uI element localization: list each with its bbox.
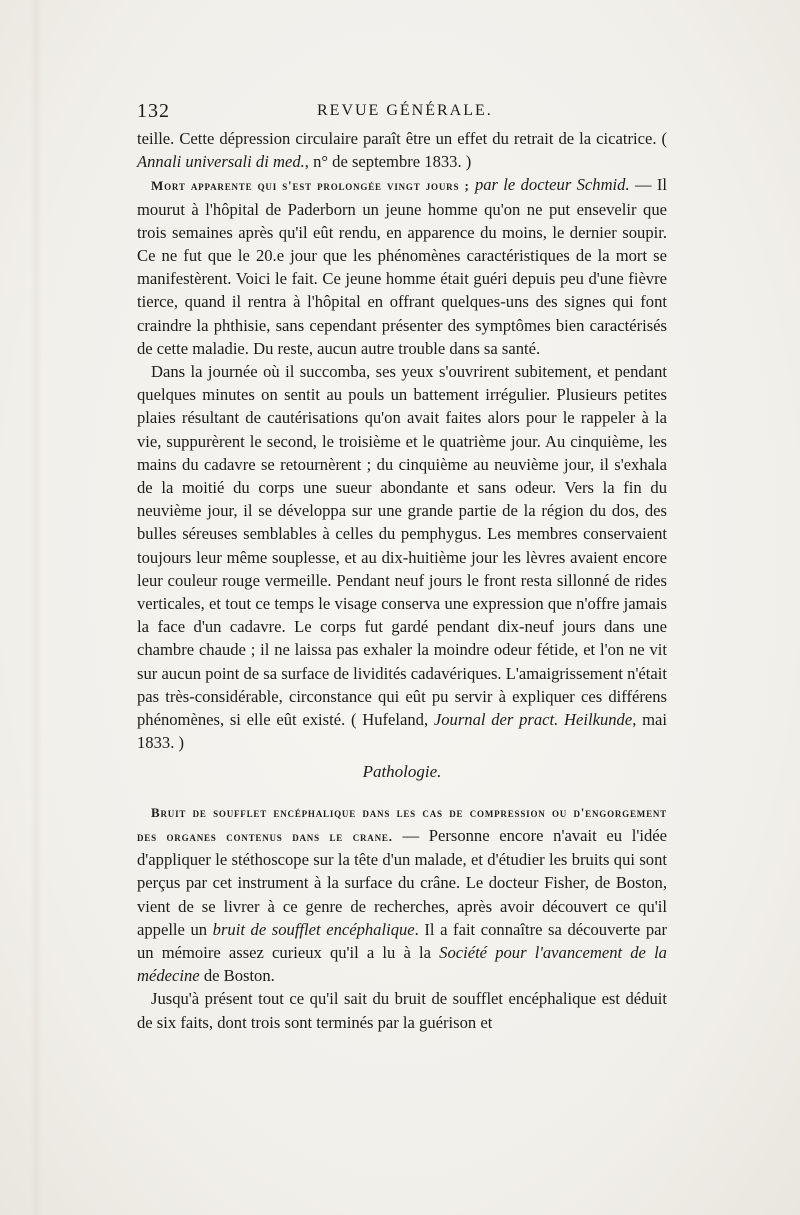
running-head: [137, 100, 667, 124]
paragraph-4: Bruit de soufflet encéphalique dans les cas de compression ou d'engorgement des organes contenus dans le crane. — Personne encore n'avait eu l'idée d'appliquer le stéthoscope sur la tête d'un malade, et d'étudier les bruits qui sont perçus par cet instrument à la surface du crâne. Le docteur Fisher, de Boston, vient de se livrer à ce genre de recherches, après avoir découvert ce qu'il appelle un bruit de soufflet encéphalique. Il a fait connaître sa découverte par un mémoire assez curieux qu'il a lu à la Société pour l'avancement de la médecine de Boston.: [137, 804, 668, 986]
article-author: par le docteur Schmid.: [474, 175, 630, 195]
source-citation: Annali universali di med.: [137, 152, 305, 172]
paragraph-1: teille. Cette dépression circulaire paraît être un effet du retrait de la cicatrice. ( Annali universali di med., n° de septembre 1833. ): [137, 129, 667, 172]
term: bruit de soufflet encéphalique: [212, 919, 415, 939]
source-citation: Journal der pract. Heilkunde: [433, 710, 633, 730]
section-heading: Pathologie.: [362, 762, 442, 782]
society-name: Société pour l'avancement de la médecine: [137, 942, 667, 986]
article-title: Mort apparente qui s'est prolongée vingt jours ;: [151, 178, 470, 194]
page-number: 132: [137, 100, 170, 122]
paragraph-2: Mort apparente qui s'est prolongée vingt jours ; par le docteur Schmid. — Il mourut à l'hôpital de Paderborn un jeune homme qu'on ne put ensevelir que trois semaines après qu'il eût rendu, en apparence du moins, le dernier soupir. Ce ne fut que le 20.e jour que les phénomènes caractéristiques de la mort se manifestèrent. Voici le fait. Ce jeune homme était guéri depuis peu d'une fièvre tierce, quand il rentra à l'hôpital en offrant quelques-uns des signes qui font craindre la phthisie, sans cependant présenter des symptômes bien caractérisés de cette maladie. Du reste, aucun autre trouble dans sa santé.: [137, 175, 667, 358]
running-title: REVUE GÉNÉRALE.: [317, 102, 493, 119]
paragraph-3: Dans la journée où il succomba, ses yeux s'ouvrirent subitement, et pendant quelques minutes on sentit au pouls un battement irrégulier. Plusieurs petites plaies résultant de cautérisations qu'on avait faites alors pour le rappeler à la vie, suppurèrent le second, le troisième et le quatrième jour. Au cinquième, les mains du cadavre se retournèrent ; du cinquième au neuvième jour, il s'exhala de la moitié du corps une sueur abondante et sans odeur. Vers la fin du neuvième jour, il se développa sur une grande partie de la région du dos, des bulles séreuses semblables à celles du pemphygus. Les membres conservaient toujours leur même souplesse, et au dix-huitième jour les lèvres avaient encore leur couleur rouge vermeille. Pendant neuf jours le front resta sillonné de rides verticales, et tout ce temps le visage conserva une expression que n'offre jamais la face d'un cadavre. Le corps fut gardé pendant dix-neuf jours dans une chambre chaude ; il ne laissa pas exhaler la moindre odeur fétide, et l'on ne vit sur aucun point de sa surface de lividités cadavériques. L'amaigrissement n'était pas très-considérable, circonstance qui eût pu servir à expliquer ces différens phénomènes, si elle eût existé. ( Hufeland, Journal der pract. Heilkunde, mai 1833. ): [137, 362, 667, 753]
article-title: Bruit de soufflet encéphalique dans les cas de compression ou d'engorgement des organes contenus dans le crane.: [137, 804, 667, 844]
body-text: [137, 127, 667, 1034]
page-edge-shadow: [30, 0, 42, 1215]
paragraph-5: Jusqu'à présent tout ce qu'il sait du bruit de soufflet encéphalique est déduit de six faits, dont trois sont terminés par la guérison et: [137, 989, 667, 1032]
